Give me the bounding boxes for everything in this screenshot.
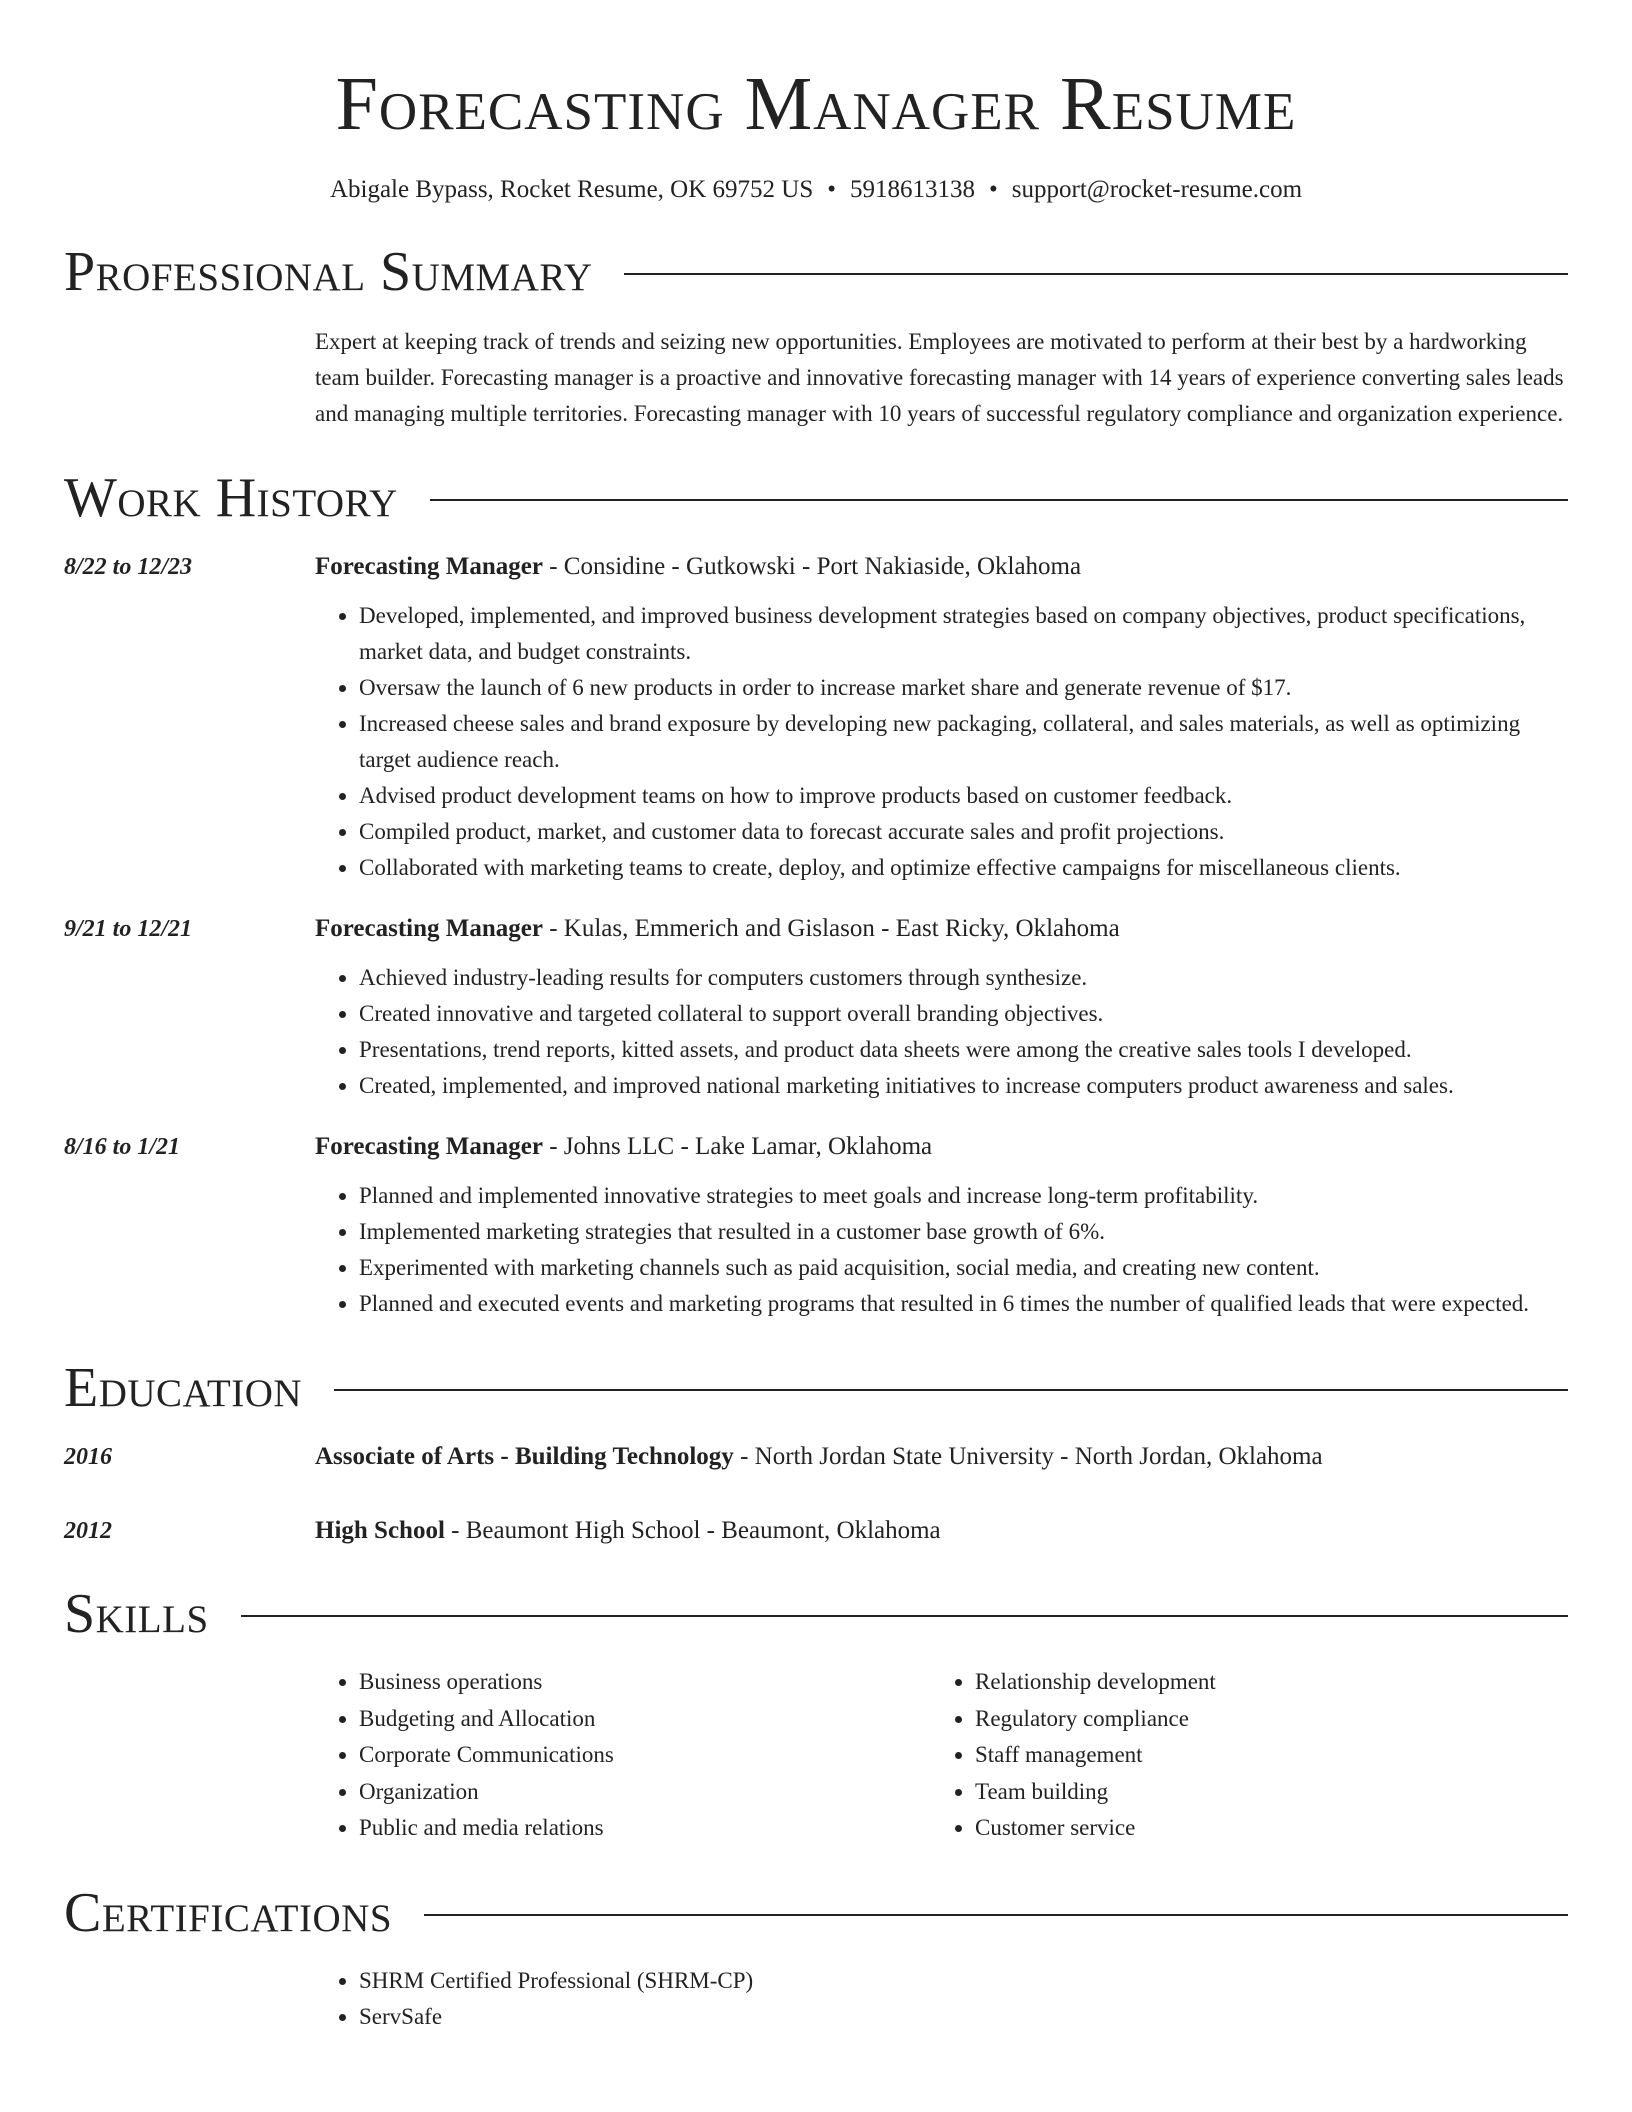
list-item: • Planned and executed events and marketing programs that resulted in 6 times the number of qualified leads that were expected. xyxy=(359,1286,1568,1322)
education-degree: Associate of Arts - Building Technology xyxy=(315,1443,734,1470)
skill-item: • Regulatory compliance xyxy=(975,1701,1547,1738)
job-details: - Johns LLC - Lake Lamar, Oklahoma xyxy=(542,1133,933,1160)
section-divider xyxy=(241,1615,1568,1617)
skill-item: • Corporate Communications xyxy=(359,1737,931,1774)
education-heading: Education xyxy=(64,1357,303,1419)
list-item: • Experimented with marketing channels such as paid acquisition, social media, and creating new content. xyxy=(359,1250,1568,1286)
education-entry xyxy=(64,1440,1568,1474)
skill-item: • Budgeting and Allocation xyxy=(359,1701,931,1738)
list-item: • Created, implemented, and improved national marketing initiatives to increase computers product awareness and sales. xyxy=(359,1068,1568,1104)
certification-item: • ServSafe xyxy=(359,1999,1568,2035)
job-bullets xyxy=(315,960,1568,1104)
skills-heading: Skills xyxy=(64,1583,209,1645)
job-bullets xyxy=(315,598,1568,886)
skill-item: • Relationship development xyxy=(975,1664,1547,1701)
list-item: • Collaborated with marketing teams to create, deploy, and optimize effective campaigns for miscellaneous clients. xyxy=(359,850,1568,886)
work-history-list xyxy=(64,550,1568,1322)
skill-item: • Customer service xyxy=(975,1810,1547,1847)
education-body xyxy=(315,1440,1568,1474)
job-body xyxy=(315,1130,1568,1322)
contact-email: support@rocket-resume.com xyxy=(1011,176,1303,203)
summary-heading: Professional Summary xyxy=(64,241,593,303)
list-item: • Presentations, trend reports, kitted assets, and product data sheets were among the creative sales tools I developed. xyxy=(359,1032,1568,1068)
job-entry xyxy=(64,550,1568,886)
section-divider xyxy=(624,273,1568,275)
job-title: Forecasting Manager xyxy=(315,915,543,942)
education-details: - Beaumont High School - Beaumont, Oklahoma xyxy=(444,1517,941,1544)
job-entry xyxy=(64,1130,1568,1322)
work-section-header xyxy=(64,466,1568,530)
skills-right-column xyxy=(931,1664,1547,1847)
list-item: • Advised product development teams on how to improve products based on customer feedback. xyxy=(359,778,1568,814)
list-item: • Developed, implemented, and improved business development strategies based on company objectives, product specifications, market data, and budget constraints. xyxy=(359,598,1568,670)
certifications-section-header xyxy=(64,1881,1568,1945)
skill-item: • Organization xyxy=(359,1774,931,1811)
education-degree: High School xyxy=(315,1517,445,1544)
work-heading: Work History xyxy=(64,467,398,529)
list-item: • Achieved industry-leading results for computers customers through synthesize. xyxy=(359,960,1568,996)
list-item: • Created innovative and targeted collateral to support overall branding objectives. xyxy=(359,996,1568,1032)
job-body xyxy=(315,550,1568,886)
list-item: • Increased cheese sales and brand exposure by developing new packaging, collateral, and sales materials, as well as optimizing target audience reach. xyxy=(359,706,1568,778)
education-details: - North Jordan State University - North Jordan, Oklahoma xyxy=(733,1443,1323,1470)
job-role xyxy=(315,912,1568,946)
job-body xyxy=(315,912,1568,1104)
job-details: - Kulas, Emmerich and Gislason - East Ricky, Oklahoma xyxy=(542,915,1120,942)
job-details: - Considine - Gutkowski - Port Nakiaside, Oklahoma xyxy=(542,553,1082,580)
list-item: • Compiled product, market, and customer data to forecast accurate sales and profit projections. xyxy=(359,814,1568,850)
section-divider xyxy=(424,1914,1568,1916)
section-divider xyxy=(430,499,1568,501)
certifications-items xyxy=(315,1963,1568,2035)
job-role xyxy=(315,550,1568,584)
skills-columns xyxy=(315,1664,1568,1847)
resume-title: Forecasting Manager Resume xyxy=(335,62,1297,146)
skills-left-column xyxy=(315,1664,931,1847)
list-item: • Planned and implemented innovative strategies to meet goals and increase long-term profitability. xyxy=(359,1178,1568,1214)
contact-line xyxy=(64,174,1568,206)
job-dates: 8/16 to 1/21 xyxy=(64,1134,181,1160)
summary-section-header xyxy=(64,240,1568,304)
education-list xyxy=(64,1440,1568,1548)
job-title: Forecasting Manager xyxy=(315,1133,543,1160)
certification-item: • SHRM Certified Professional (SHRM-CP) xyxy=(359,1963,1568,1999)
skill-item: • Staff management xyxy=(975,1737,1547,1774)
education-year: 2016 xyxy=(64,1444,112,1470)
skill-item: • Business operations xyxy=(359,1664,931,1701)
section-divider xyxy=(334,1389,1568,1391)
contact-separator: • xyxy=(989,176,998,203)
education-year: 2012 xyxy=(64,1518,112,1544)
certifications-heading: Certifications xyxy=(64,1881,393,1944)
job-title: Forecasting Manager xyxy=(315,553,543,580)
certifications-list xyxy=(315,1963,1568,2035)
job-entry xyxy=(64,912,1568,1104)
skill-item: • Team building xyxy=(975,1774,1547,1811)
contact-separator: • xyxy=(827,176,836,203)
summary-text: Expert at keeping track of trends and seizing new opportunities. Employees are motivated to perform at their best by a hardworking team builder. Forecasting manager is a proactive and innovative forecasting manager with 14 years of experience converting sales leads and managing multiple territories. Forecasting manager with 10 years of successful regulatory compliance and organization experience. xyxy=(315,329,1564,426)
contact-phone: 5918613138 xyxy=(850,176,975,203)
education-section-header xyxy=(64,1356,1568,1420)
job-bullets xyxy=(315,1178,1568,1322)
job-role xyxy=(315,1130,1568,1164)
contact-address: Abigale Bypass, Rocket Resume, OK 69752 US xyxy=(329,176,814,203)
job-dates: 8/22 to 12/23 xyxy=(64,554,193,580)
job-dates: 9/21 to 12/21 xyxy=(64,916,193,942)
education-entry xyxy=(64,1514,1568,1548)
skills-section-header xyxy=(64,1582,1568,1646)
education-body xyxy=(315,1514,1568,1548)
skill-item: • Public and media relations xyxy=(359,1810,931,1847)
list-item: • Implemented marketing strategies that resulted in a customer base growth of 6%. xyxy=(359,1214,1568,1250)
list-item: • Oversaw the launch of 6 new products in order to increase market share and generate revenue of $17. xyxy=(359,670,1568,706)
